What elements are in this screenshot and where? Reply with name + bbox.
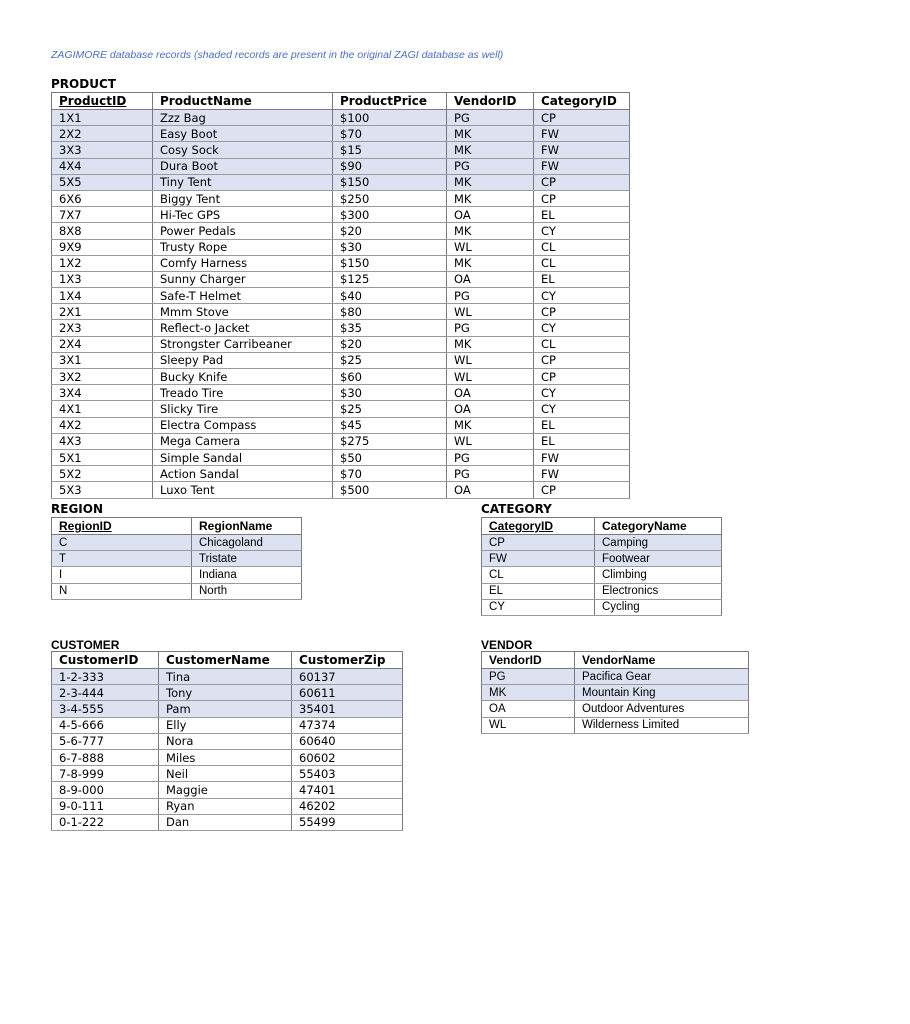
table-cell: 4X4 xyxy=(52,158,153,174)
table-cell: Cycling xyxy=(595,599,722,615)
table-cell: Dura Boot xyxy=(153,158,333,174)
table-row xyxy=(52,271,630,287)
table-cell: Mountain King xyxy=(575,685,749,701)
table-cell: Climbing xyxy=(595,567,722,583)
table-cell: WL xyxy=(447,433,534,449)
table-cell: Easy Boot xyxy=(153,126,333,142)
category-table-title: CATEGORY xyxy=(481,502,552,516)
table-cell: $300 xyxy=(333,207,447,223)
table-cell: 8-9-000 xyxy=(52,782,159,798)
customer-column-header: CustomerID xyxy=(52,652,159,669)
table-cell: $500 xyxy=(333,482,447,498)
table-cell: PG xyxy=(447,158,534,174)
table-cell: Hi-Tec GPS xyxy=(153,207,333,223)
table-cell: OA xyxy=(447,271,534,287)
table-row xyxy=(52,482,630,498)
vendor-table xyxy=(481,651,749,734)
table-cell: 4X2 xyxy=(52,417,153,433)
category-table xyxy=(481,517,722,616)
table-cell: MK xyxy=(482,685,575,701)
table-cell: FW xyxy=(534,142,630,158)
table-row xyxy=(52,417,630,433)
table-row xyxy=(52,798,403,814)
table-cell: MK xyxy=(447,190,534,206)
table-cell: Maggie xyxy=(159,782,292,798)
table-cell: $45 xyxy=(333,417,447,433)
table-cell: CP xyxy=(534,190,630,206)
table-cell: 1X1 xyxy=(52,110,153,126)
table-row xyxy=(482,583,722,599)
table-cell: 2X3 xyxy=(52,320,153,336)
table-cell: 35401 xyxy=(292,701,403,717)
table-cell: CL xyxy=(534,255,630,271)
table-cell: Biggy Tent xyxy=(153,190,333,206)
product-table xyxy=(51,92,630,499)
table-cell: Nora xyxy=(159,733,292,749)
table-cell: OA xyxy=(447,401,534,417)
table-cell: 3X4 xyxy=(52,385,153,401)
table-cell: CL xyxy=(482,567,595,583)
table-cell: 5X5 xyxy=(52,174,153,190)
table-cell: Reflect-o Jacket xyxy=(153,320,333,336)
table-cell: 2X2 xyxy=(52,126,153,142)
table-row xyxy=(52,535,302,551)
table-cell: $25 xyxy=(333,401,447,417)
table-row xyxy=(52,158,630,174)
table-cell: $150 xyxy=(333,255,447,271)
table-cell: Pam xyxy=(159,701,292,717)
table-cell: Tina xyxy=(159,669,292,685)
table-row xyxy=(52,239,630,255)
table-cell: EL xyxy=(534,433,630,449)
table-cell: 5X3 xyxy=(52,482,153,498)
vendor-header-row xyxy=(482,652,749,669)
table-cell: Mega Camera xyxy=(153,433,333,449)
table-row xyxy=(482,535,722,551)
table-row xyxy=(52,733,403,749)
table-cell: Miles xyxy=(159,749,292,765)
product-table-title: PRODUCT xyxy=(51,77,116,91)
table-cell: 4X3 xyxy=(52,433,153,449)
region-table-title: REGION xyxy=(51,502,103,516)
table-cell: WL xyxy=(447,352,534,368)
table-row xyxy=(52,401,630,417)
table-cell: Ryan xyxy=(159,798,292,814)
table-cell: Zzz Bag xyxy=(153,110,333,126)
table-cell: Sleepy Pad xyxy=(153,352,333,368)
table-cell: Pacifica Gear xyxy=(575,669,749,685)
table-cell: FW xyxy=(534,449,630,465)
table-cell: $40 xyxy=(333,288,447,304)
table-row xyxy=(52,766,403,782)
table-row xyxy=(482,685,749,701)
table-cell: 5X1 xyxy=(52,449,153,465)
table-cell: Strongster Carribeaner xyxy=(153,336,333,352)
table-cell: 3X2 xyxy=(52,369,153,385)
table-cell: $90 xyxy=(333,158,447,174)
table-cell: Simple Sandal xyxy=(153,449,333,465)
table-cell: Outdoor Adventures xyxy=(575,701,749,717)
table-cell: MK xyxy=(447,126,534,142)
table-cell: MK xyxy=(447,255,534,271)
table-cell: Neil xyxy=(159,766,292,782)
table-row xyxy=(52,567,302,583)
table-cell: EL xyxy=(534,417,630,433)
table-cell: N xyxy=(52,583,192,599)
table-cell: 2X1 xyxy=(52,304,153,320)
table-cell: 3X1 xyxy=(52,352,153,368)
table-cell: WL xyxy=(447,304,534,320)
table-cell: CP xyxy=(534,369,630,385)
table-cell: I xyxy=(52,567,192,583)
customer-table-title: CUSTOMER xyxy=(51,638,120,652)
table-cell: Footwear xyxy=(595,551,722,567)
table-cell: FW xyxy=(534,158,630,174)
table-cell: OA xyxy=(482,701,575,717)
table-row xyxy=(52,782,403,798)
table-cell: CY xyxy=(482,599,595,615)
table-cell: $80 xyxy=(333,304,447,320)
table-cell: Luxo Tent xyxy=(153,482,333,498)
vendor-column-header: VendorName xyxy=(575,652,749,669)
table-cell: Mmm Stove xyxy=(153,304,333,320)
table-row xyxy=(52,304,630,320)
table-cell: Sunny Charger xyxy=(153,271,333,287)
table-cell: 60602 xyxy=(292,749,403,765)
table-cell: 7-8-999 xyxy=(52,766,159,782)
region-column-header: RegionID xyxy=(52,518,192,535)
table-cell: EL xyxy=(534,207,630,223)
product-header-row xyxy=(52,93,630,110)
table-cell: PG xyxy=(447,449,534,465)
table-cell: Power Pedals xyxy=(153,223,333,239)
table-cell: Bucky Knife xyxy=(153,369,333,385)
table-cell: 55403 xyxy=(292,766,403,782)
table-cell: 60640 xyxy=(292,733,403,749)
table-cell: CY xyxy=(534,401,630,417)
table-cell: $35 xyxy=(333,320,447,336)
table-row xyxy=(52,433,630,449)
table-cell: CL xyxy=(534,239,630,255)
table-cell: $30 xyxy=(333,239,447,255)
table-row xyxy=(482,599,722,615)
table-row xyxy=(52,255,630,271)
category-header-row xyxy=(482,518,722,535)
table-cell: PG xyxy=(482,669,575,685)
table-cell: FW xyxy=(534,466,630,482)
table-cell: MK xyxy=(447,174,534,190)
table-cell: Comfy Harness xyxy=(153,255,333,271)
product-column-header: ProductName xyxy=(153,93,333,110)
table-cell: 7X7 xyxy=(52,207,153,223)
table-cell: Electronics xyxy=(595,583,722,599)
table-cell: Tony xyxy=(159,685,292,701)
table-cell: CP xyxy=(534,110,630,126)
table-cell: $70 xyxy=(333,126,447,142)
table-cell: 8X8 xyxy=(52,223,153,239)
table-cell: $70 xyxy=(333,466,447,482)
table-row xyxy=(482,701,749,717)
table-cell: $60 xyxy=(333,369,447,385)
category-column-header: CategoryName xyxy=(595,518,722,535)
table-cell: EL xyxy=(534,271,630,287)
table-cell: 60137 xyxy=(292,669,403,685)
product-column-header: ProductPrice xyxy=(333,93,447,110)
table-cell: 1X3 xyxy=(52,271,153,287)
table-row xyxy=(52,449,630,465)
table-cell: Tristate xyxy=(192,551,302,567)
table-cell: WL xyxy=(447,369,534,385)
table-row xyxy=(52,288,630,304)
table-cell: CY xyxy=(534,320,630,336)
table-cell: Electra Compass xyxy=(153,417,333,433)
table-cell: 5-6-777 xyxy=(52,733,159,749)
table-cell: PG xyxy=(447,110,534,126)
table-row xyxy=(52,583,302,599)
table-cell: 9X9 xyxy=(52,239,153,255)
table-cell: MK xyxy=(447,142,534,158)
table-cell: 1-2-333 xyxy=(52,669,159,685)
table-row xyxy=(482,669,749,685)
table-cell: Indiana xyxy=(192,567,302,583)
table-row xyxy=(52,223,630,239)
table-cell: 3-4-555 xyxy=(52,701,159,717)
table-cell: FW xyxy=(482,551,595,567)
table-cell: Treado Tire xyxy=(153,385,333,401)
table-cell: Trusty Rope xyxy=(153,239,333,255)
table-cell: WL xyxy=(447,239,534,255)
table-cell: Elly xyxy=(159,717,292,733)
table-cell: MK xyxy=(447,223,534,239)
table-row xyxy=(52,207,630,223)
customer-column-header: CustomerZip xyxy=(292,652,403,669)
table-cell: CL xyxy=(534,336,630,352)
table-row xyxy=(52,142,630,158)
table-cell: 1X2 xyxy=(52,255,153,271)
table-cell: 46202 xyxy=(292,798,403,814)
table-cell: OA xyxy=(447,207,534,223)
table-row xyxy=(52,369,630,385)
table-cell: FW xyxy=(534,126,630,142)
table-cell: Safe-T Helmet xyxy=(153,288,333,304)
region-table xyxy=(51,517,302,600)
table-cell: Action Sandal xyxy=(153,466,333,482)
table-cell: 2X4 xyxy=(52,336,153,352)
customer-header-row xyxy=(52,652,403,669)
table-cell: MK xyxy=(447,336,534,352)
table-cell: 0-1-222 xyxy=(52,814,159,830)
table-row xyxy=(52,110,630,126)
table-row xyxy=(52,385,630,401)
table-cell: 55499 xyxy=(292,814,403,830)
table-cell: CP xyxy=(534,352,630,368)
vendor-column-header: VendorID xyxy=(482,652,575,669)
table-cell: $50 xyxy=(333,449,447,465)
table-cell: T xyxy=(52,551,192,567)
table-cell: Chicagoland xyxy=(192,535,302,551)
table-cell: 4X1 xyxy=(52,401,153,417)
table-cell: Slicky Tire xyxy=(153,401,333,417)
table-row xyxy=(52,466,630,482)
table-cell: Wilderness Limited xyxy=(575,717,749,733)
customer-table xyxy=(51,651,403,831)
table-row xyxy=(52,336,630,352)
table-row xyxy=(52,701,403,717)
table-cell: Dan xyxy=(159,814,292,830)
table-cell: CY xyxy=(534,223,630,239)
table-cell: CY xyxy=(534,288,630,304)
table-cell: 1X4 xyxy=(52,288,153,304)
table-cell: $15 xyxy=(333,142,447,158)
table-row xyxy=(52,669,403,685)
table-cell: CY xyxy=(534,385,630,401)
table-cell: 60611 xyxy=(292,685,403,701)
product-column-header: VendorID xyxy=(447,93,534,110)
vendor-table-title: VENDOR xyxy=(481,638,533,652)
table-row xyxy=(52,749,403,765)
table-cell: 47374 xyxy=(292,717,403,733)
table-cell: PG xyxy=(447,466,534,482)
table-cell: MK xyxy=(447,417,534,433)
table-cell: 47401 xyxy=(292,782,403,798)
table-cell: CP xyxy=(482,535,595,551)
table-cell: 4-5-666 xyxy=(52,717,159,733)
product-column-header: ProductID xyxy=(52,93,153,110)
table-cell: $30 xyxy=(333,385,447,401)
table-cell: 5X2 xyxy=(52,466,153,482)
table-row xyxy=(52,814,403,830)
table-cell: $20 xyxy=(333,223,447,239)
table-cell: Tiny Tent xyxy=(153,174,333,190)
table-row xyxy=(482,567,722,583)
table-cell: OA xyxy=(447,482,534,498)
table-cell: WL xyxy=(482,717,575,733)
table-row xyxy=(482,717,749,733)
table-row xyxy=(52,685,403,701)
table-cell: 3X3 xyxy=(52,142,153,158)
table-cell: Camping xyxy=(595,535,722,551)
category-column-header: CategoryID xyxy=(482,518,595,535)
table-cell: $125 xyxy=(333,271,447,287)
table-cell: $100 xyxy=(333,110,447,126)
table-row xyxy=(52,352,630,368)
table-row xyxy=(52,174,630,190)
table-cell: CP xyxy=(534,304,630,320)
product-column-header: CategoryID xyxy=(534,93,630,110)
page-caption: ZAGIMORE database records (shaded records are present in the original ZAGI database as well) xyxy=(51,49,504,61)
table-cell: CP xyxy=(534,174,630,190)
table-cell: EL xyxy=(482,583,595,599)
table-row xyxy=(482,551,722,567)
table-row xyxy=(52,190,630,206)
table-cell: North xyxy=(192,583,302,599)
table-row xyxy=(52,126,630,142)
customer-column-header: CustomerName xyxy=(159,652,292,669)
table-cell: CP xyxy=(534,482,630,498)
table-row xyxy=(52,320,630,336)
table-cell: $20 xyxy=(333,336,447,352)
table-cell: 9-0-111 xyxy=(52,798,159,814)
table-cell: $150 xyxy=(333,174,447,190)
table-cell: C xyxy=(52,535,192,551)
table-cell: OA xyxy=(447,385,534,401)
table-row xyxy=(52,717,403,733)
table-cell: $25 xyxy=(333,352,447,368)
region-header-row xyxy=(52,518,302,535)
table-row xyxy=(52,551,302,567)
table-cell: 6X6 xyxy=(52,190,153,206)
table-cell: PG xyxy=(447,320,534,336)
table-cell: 2-3-444 xyxy=(52,685,159,701)
table-cell: Cosy Sock xyxy=(153,142,333,158)
table-cell: $275 xyxy=(333,433,447,449)
table-cell: PG xyxy=(447,288,534,304)
table-cell: 6-7-888 xyxy=(52,749,159,765)
region-column-header: RegionName xyxy=(192,518,302,535)
table-cell: $250 xyxy=(333,190,447,206)
